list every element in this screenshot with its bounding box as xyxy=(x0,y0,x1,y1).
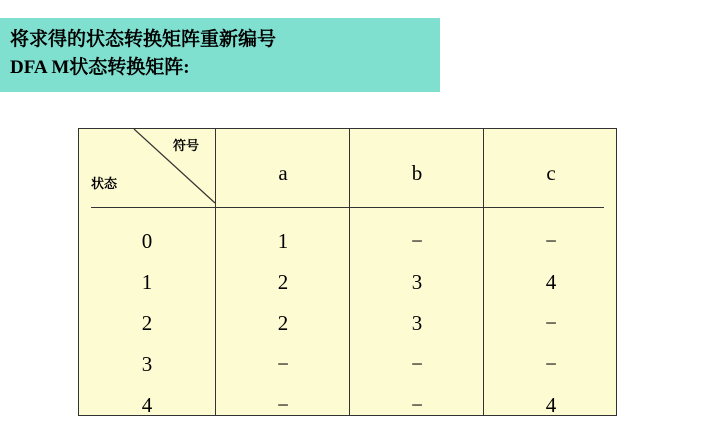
row-cell-a: 2 xyxy=(277,270,289,294)
table-row xyxy=(79,266,616,299)
table-row xyxy=(79,348,616,381)
row-state-label: 4 xyxy=(141,393,153,417)
heading-block xyxy=(0,18,440,92)
row-state-label: 0 xyxy=(141,229,153,253)
row-cell-a: 2 xyxy=(277,311,289,335)
row-cell-b: 3 xyxy=(411,270,423,294)
heading-line-2: DFA M状态转换矩阵: xyxy=(10,57,190,78)
column-header-b: b xyxy=(411,161,423,185)
table-corner-cell xyxy=(79,129,215,207)
row-cell-c: 4 xyxy=(545,393,557,417)
corner-state-label: 状态 xyxy=(91,176,118,191)
column-header-a: a xyxy=(278,161,288,185)
row-cell-c: − xyxy=(545,311,557,335)
row-cell-c: − xyxy=(545,352,557,376)
row-state-label: 3 xyxy=(141,352,153,376)
state-transition-matrix-table xyxy=(78,128,617,416)
table-row xyxy=(79,389,616,422)
row-cell-c: − xyxy=(545,229,557,253)
row-cell-b: 3 xyxy=(411,311,423,335)
row-cell-c: 4 xyxy=(545,270,557,294)
row-cell-a: − xyxy=(277,352,289,376)
column-header-c: c xyxy=(546,161,556,185)
heading-line-1: 将求得的状态转换矩阵重新编号 xyxy=(10,29,277,50)
row-cell-b: − xyxy=(411,352,423,376)
header-underline xyxy=(91,207,604,208)
table-row xyxy=(79,307,616,340)
corner-symbol-label: 符号 xyxy=(172,138,199,153)
row-cell-b: − xyxy=(411,229,423,253)
table-row xyxy=(79,225,616,258)
row-state-label: 1 xyxy=(141,270,153,294)
row-cell-a: − xyxy=(277,393,289,417)
table-inner xyxy=(79,129,616,415)
row-cell-a: 1 xyxy=(277,229,289,253)
row-cell-b: − xyxy=(411,393,423,417)
row-state-label: 2 xyxy=(141,311,153,335)
